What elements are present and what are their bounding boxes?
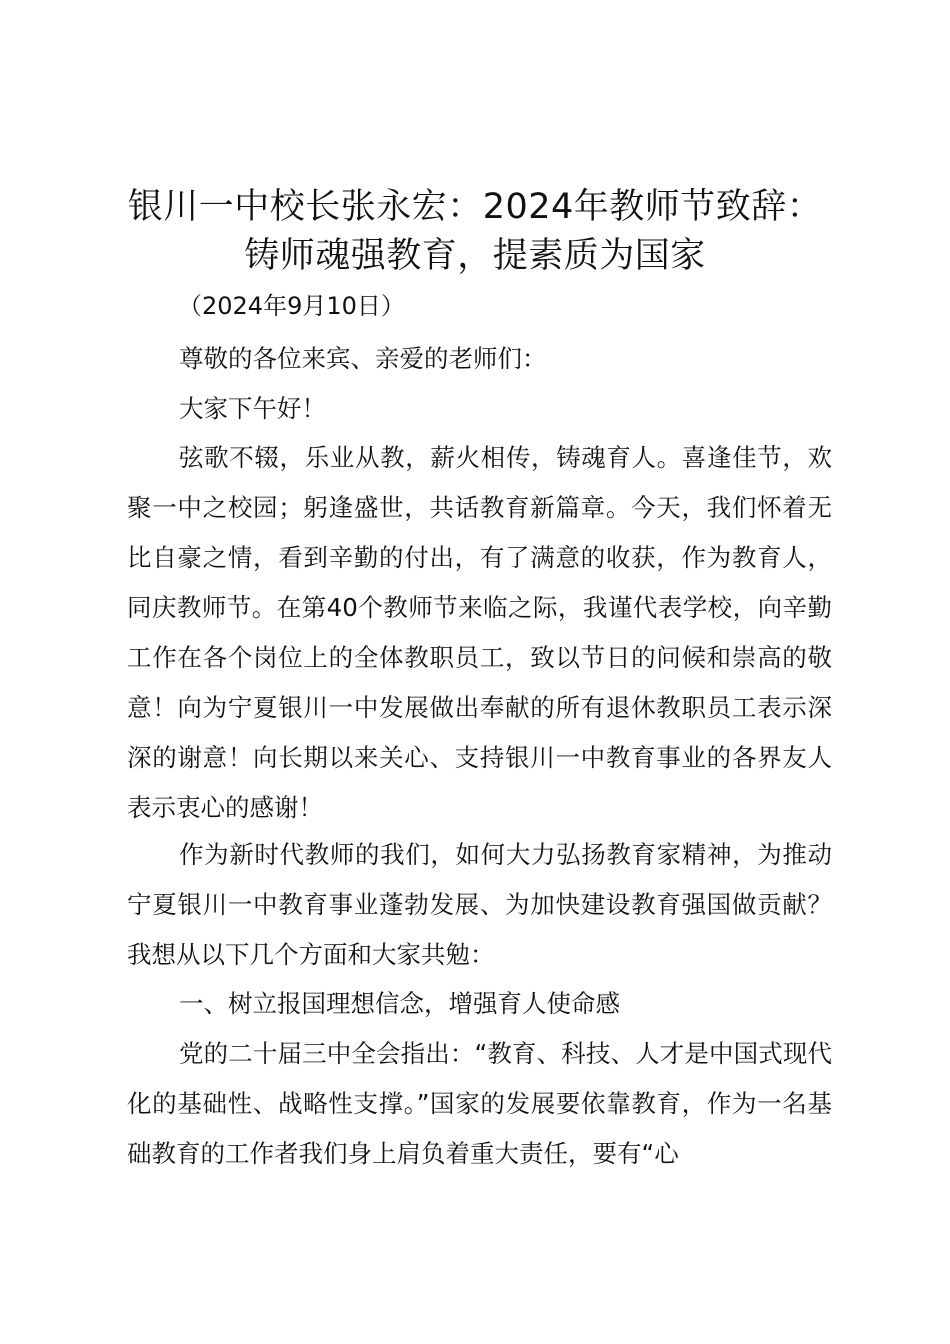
paragraph-section-1: 党的二十届三中全会指出：“教育、科技、人才是中国式现代化的基础性、战略性支撑。”国家的发展要依靠教育，作为一名基础教育的工作者我们身上肩负着重大责任，要有“心 xyxy=(127,1039,832,1168)
document-title-line-1: 银川一中校长张永宏：2024年教师节致辞： xyxy=(127,187,823,227)
paragraph-opening: 弦歌不辍，乐业从教，薪火相传，铸魂育人。喜逢佳节，欢聚一中之校园；躬逢盛世，共话教育新篇章。今天，我们怀着无比自豪之情，看到辛勤的付出，有了满意的收获，作为教育人，同庆教师节。在第40个教师节来临之际，我谨代表学校，向辛勤工作在各个岗位上的全体教职员工，致以节日的问候和崇高的敬意！向为宁夏银川一中发展做出奉献的所有退休教职员工表示深深的谢意！向长期以来关心、支持银川一中教育事业的各界友人表示衷心的感谢！ xyxy=(127,443,832,822)
greeting-line: 尊敬的各位来宾、亲爱的老师们： xyxy=(179,344,547,373)
document-title-line-2: 铸师魂强教育，提素质为国家 xyxy=(244,236,706,276)
speech-date: （2024年9月10日） xyxy=(178,292,405,320)
paragraph-question: 作为新时代教师的我们，如何大力弘扬教育家精神，为推动宁夏银川一中教育事业蓬勃发展、为加快建设教育强国做贡献？我想从以下几个方面和大家共勉： xyxy=(127,840,832,969)
section-heading: 一、树立报国理想信念，增强育人使命感 xyxy=(179,989,620,1018)
hello-line: 大家下午好！ xyxy=(179,394,326,423)
